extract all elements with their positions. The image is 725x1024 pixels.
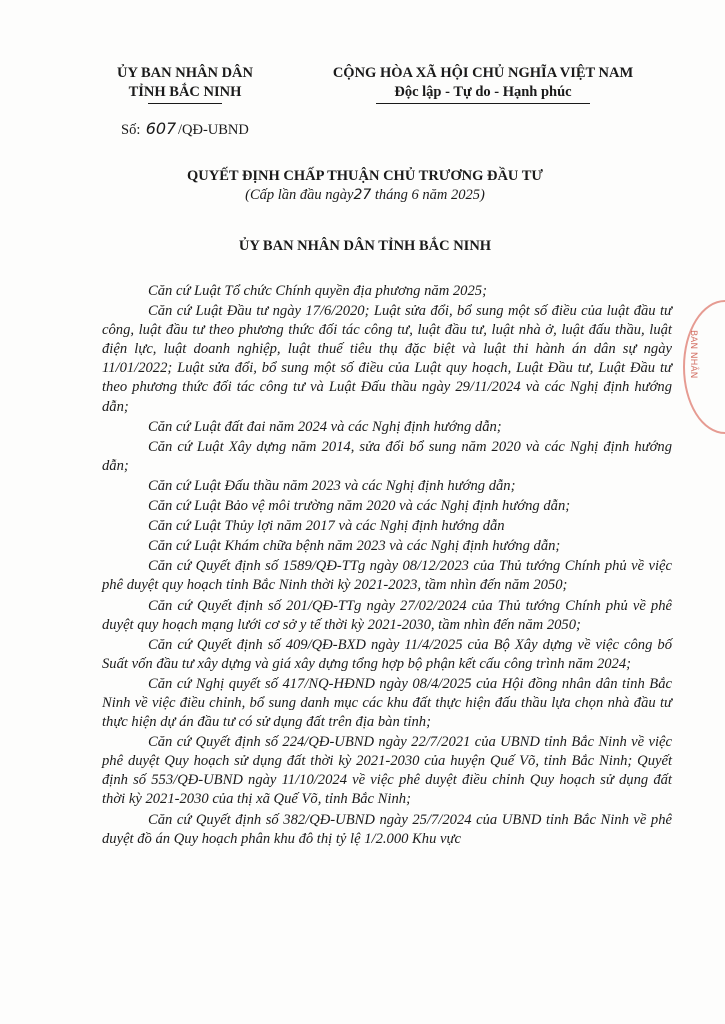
document-number — [121, 119, 249, 139]
legal-basis-paragraph: Căn cứ Luật Khám chữa bệnh năm 2023 và các Nghị định hướng dẫn; — [148, 538, 561, 555]
subtitle-after: tháng 6 năm 2025) — [374, 187, 485, 203]
document-title: QUYẾT ĐỊNH CHẤP THUẬN CHỦ TRƯƠNG ĐẦU TƯ — [187, 168, 543, 184]
national-motto-header — [292, 64, 674, 104]
doc-number-handwritten: 607 — [145, 119, 177, 138]
legal-basis-paragraph: Căn cứ Quyết định số 201/QĐ-TTg ngày 27/02/2024 của Thủ tướng Chính phủ về phê duyệt quy hoạch mạng lưới cơ sở y tế thời kỳ 2021-2030, tầm nhìn đến năm 2050; — [102, 597, 672, 633]
stamp-lettering: BAN NHÂN — [688, 330, 698, 379]
subtitle-before: (Cấp lần đầu ngày — [245, 187, 354, 203]
legal-basis-paragraph: Căn cứ Luật Đầu tư ngày 17/6/2020; Luật sửa đổi, bổ sung một số điều của luật đầu tư công, luật đầu tư theo phương thức đối tác công tư, luật đầu tư, luật nhà ở, luật đấu thầu, luật điện lực, luật doanh nghiệp, luật thuế tiêu thụ đặc biệt và luật thi hành án dân sự ngày 11/01/2022; Luật sửa đổi, bổ sung một số điều của Luật quy hoạch, Luật Đầu tư, Luật Đầu tư theo phương thức đối tác công tư và Luật Đấu thầu ngày 29/11/2024 và các Nghị định hướng dẫn; — [102, 303, 672, 415]
issuing-body-heading: ỦY BAN NHÂN DÂN TỈNH BẮC NINH — [238, 238, 492, 254]
legal-basis-paragraph: Căn cứ Luật Tổ chức Chính quyền địa phương năm 2025; — [148, 283, 487, 299]
national-title: CỘNG HÒA XÃ HỘI CHỦ NGHĨA VIỆT NAM — [332, 65, 634, 81]
doc-number-suffix: /QĐ-UBND — [177, 122, 249, 138]
legal-basis-paragraph: Căn cứ Quyết định số 382/QĐ-UBND ngày 25/7/2024 của UBND tỉnh Bắc Ninh về phê duyệt đồ án Quy hoạch phân khu đô thị tỷ lệ 1/2.000 Khu vực — [102, 811, 672, 847]
document-subtitle — [150, 186, 580, 205]
legal-basis-paragraph: Căn cứ Nghị quyết số 417/NQ-HĐND ngày 08/4/2025 của Hội đồng nhân dân tỉnh Bắc Ninh về việc điều chỉnh, bổ sung danh mục các khu đất thực hiện đấu thầu lựa chọn nhà đầu tư thực hiện dự án đầu tư có sử dụng đất trên địa bàn tỉnh; — [102, 675, 672, 731]
legal-basis-paragraph: Căn cứ Luật Đấu thầu năm 2023 và các Nghị định hướng dẫn; — [148, 477, 516, 494]
legal-basis-paragraph: Căn cứ Luật Xây dựng năm 2014, sửa đổi bổ sung năm 2020 và các Nghị định hướng dẫn; — [102, 438, 672, 474]
legal-basis-paragraph: Căn cứ Luật đất đai năm 2024 và các Nghị định hướng dẫn; — [148, 418, 502, 435]
legal-basis-body — [102, 282, 672, 850]
legal-basis-paragraph: Căn cứ Quyết định số 409/QĐ-BXD ngày 11/4/2025 của Bộ Xây dựng về việc công bố Suất vốn đầu tư xây dựng và giá xây dựng tổng hợp bộ phận kết cấu công trình năm 2024; — [102, 636, 672, 672]
legal-basis-paragraph: Căn cứ Quyết định số 1589/QĐ-TTg ngày 08/12/2023 của Thủ tướng Chính phủ về việc phê duyệt quy hoạch tỉnh Bắc Ninh thời kỳ 2021-2023, tầm nhìn đến năm 2050; — [102, 558, 672, 594]
legal-basis-paragraph: Căn cứ Luật Thủy lợi năm 2017 và các Nghị định hướng dẫn — [148, 518, 505, 535]
national-motto: Độc lập - Tự do - Hạnh phúc — [394, 84, 572, 100]
authority-underline — [148, 103, 222, 104]
doc-number-prefix: Số: — [121, 122, 141, 138]
issuing-authority-header — [100, 64, 270, 104]
motto-underline — [376, 103, 590, 104]
authority-line-2: TỈNH BẮC NINH — [128, 84, 242, 100]
subtitle-day-handwritten: 27 — [353, 187, 372, 203]
authority-line-1: ỦY BAN NHÂN DÂN — [116, 65, 253, 81]
legal-basis-paragraph: Căn cứ Quyết định số 224/QĐ-UBND ngày 22/7/2021 của UBND tỉnh Bắc Ninh về việc phê duyệt Quy hoạch sử dụng đất thời kỳ 2021-2030 của huyện Quế Võ, tỉnh Bắc Ninh; Quyết định số 553/QĐ-UBND ngày 11/10/2024 về việc phê duyệt điều chỉnh Quy hoạch sử dụng đất thời kỳ 2021-2030 của thị xã Quế Võ, tỉnh Bắc Ninh; — [102, 734, 672, 808]
legal-basis-paragraph: Căn cứ Luật Bảo vệ môi trường năm 2020 và các Nghị định hướng dẫn; — [148, 498, 571, 515]
